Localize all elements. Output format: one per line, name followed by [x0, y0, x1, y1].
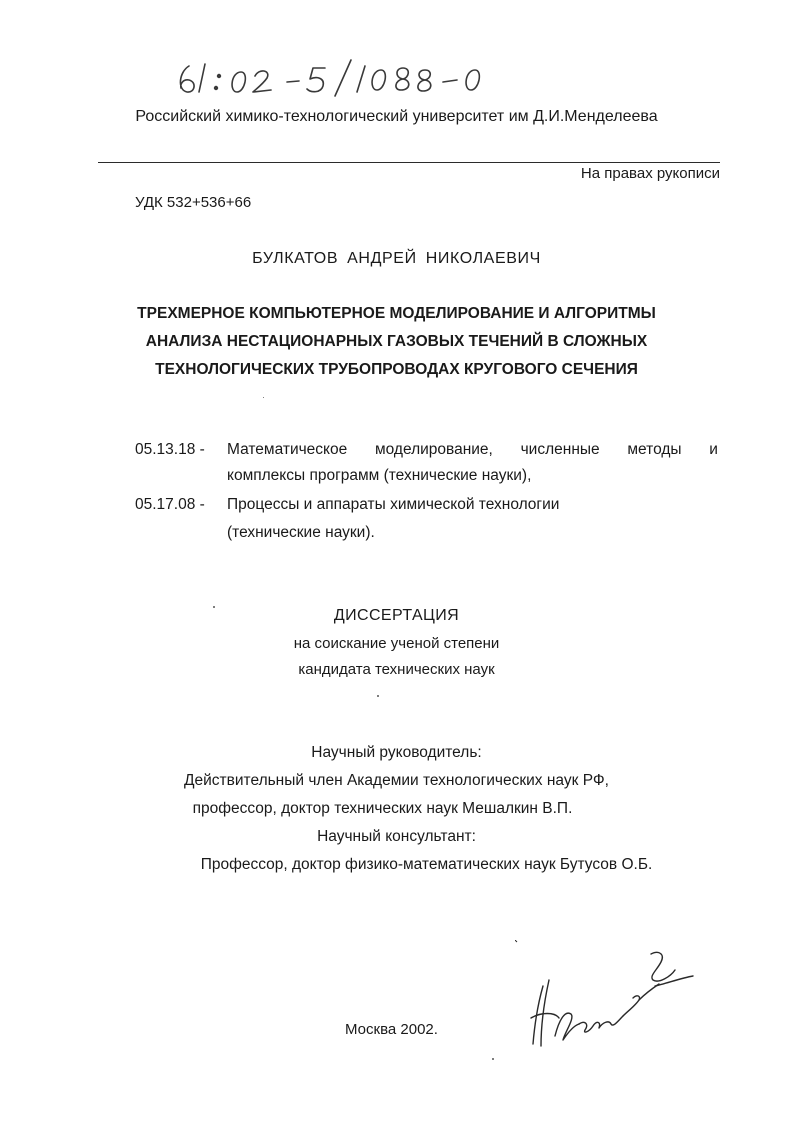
specialty-word: методы — [627, 441, 682, 458]
dissertation-title — [0, 300, 793, 384]
specialty-name-line: (технические науки). — [227, 524, 375, 541]
advisor-line: Действительный член Академии технологических наук РФ, — [184, 772, 609, 789]
specialty-code: 05.17.08 - — [135, 496, 205, 513]
scan-speck — [492, 1058, 494, 1060]
handwritten-catalog-number — [175, 46, 565, 106]
specialty-name-line: Процессы и аппараты химической технологии — [227, 496, 560, 513]
specialty-name-line — [227, 441, 718, 459]
university-name: Российский химико-технологический университет им Д.И.Менделеева — [135, 108, 658, 125]
title-line: ТРЕХМЕРНОЕ КОМПЬЮТЕРНОЕ МОДЕЛИРОВАНИЕ И АЛГОРИТМЫ — [137, 305, 656, 322]
scan-speck — [263, 397, 264, 398]
specialty-word: Математическое — [227, 441, 348, 458]
specialty-code: 05.13.18 - — [135, 441, 205, 458]
title-line: АНАЛИЗА НЕСТАЦИОНАРНЫХ ГАЗОВЫХ ТЕЧЕНИЙ В СЛОЖНЫХ — [145, 333, 648, 350]
consultant-line: Профессор, доктор физико-математических наук Бутусов О.Б. — [200, 856, 653, 873]
handwritten-signature — [515, 940, 705, 1050]
title-line: ТЕХНОЛОГИЧЕСКИХ ТРУБОПРОВОДАХ КРУГОВОГО СЕЧЕНИЯ — [155, 361, 638, 378]
degree-line: кандидата технических наук — [298, 661, 495, 678]
manuscript-rights-note: На правах рукописи — [580, 165, 720, 182]
document-type-label: ДИССЕРТАЦИЯ — [333, 607, 460, 624]
advisor-label: Научный руководитель: — [311, 744, 482, 761]
specialty-word: численные — [520, 441, 600, 458]
consultant-label: Научный консультант: — [317, 828, 476, 845]
scan-speck — [377, 695, 379, 697]
specialty-word: моделирование, — [375, 441, 493, 458]
author-name: БУЛКАТОВ АНДРЕЙ НИКОЛАЕВИЧ — [252, 250, 541, 267]
header-divider — [98, 162, 720, 163]
advisor-line: профессор, доктор технических наук Мешалкин В.П. — [192, 800, 573, 817]
scan-speck — [213, 606, 215, 608]
city-year: Москва 2002. — [345, 1021, 438, 1038]
specialty-name-line: комплексы программ (технические науки), — [227, 467, 532, 484]
specialty-word: и — [709, 441, 718, 458]
udk-code: УДК 532+536+66 — [135, 194, 252, 211]
degree-line: на соискание ученой степени — [293, 635, 500, 652]
